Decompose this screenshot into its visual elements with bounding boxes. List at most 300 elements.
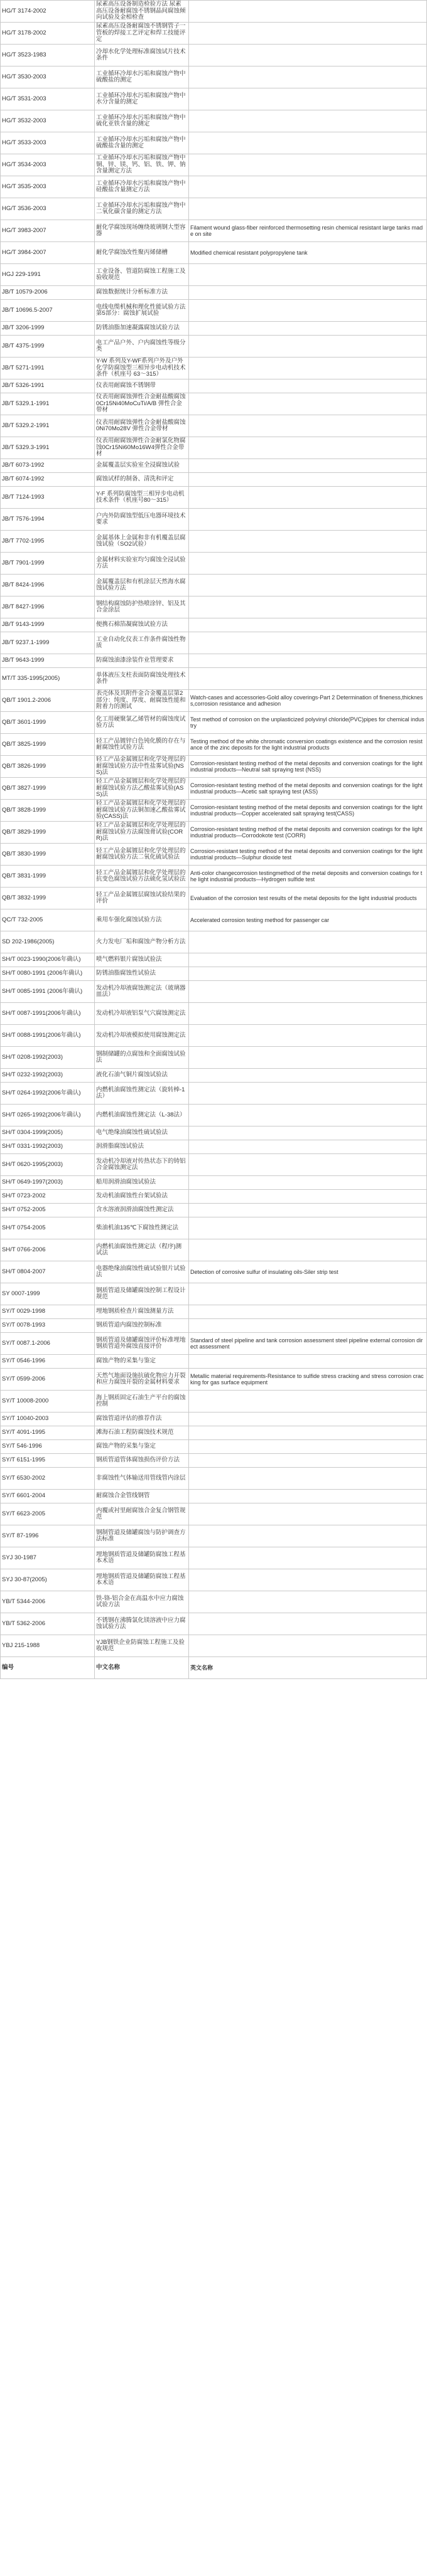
table-row <box>1 1426 427 1440</box>
table-row <box>1 1454 427 1468</box>
english-name-cell <box>189 1391 427 1413</box>
code-cell: SY/T 0078-1993 <box>1 1319 95 1333</box>
table-row <box>1 132 427 154</box>
code-cell: SY/T 6151-1995 <box>1 1454 95 1468</box>
table-row <box>1 23 427 45</box>
table-row <box>1 668 427 690</box>
chinese-name-cell: Y-F 系列防腐蚀型三相异步电动机技术条件（机座号80～315） <box>95 487 189 509</box>
table-row <box>1 1613 427 1635</box>
table-row <box>1 756 427 778</box>
english-name-cell: Metallic material requirements-Resistance to sulfide stress cracking and stress corrosion cracking for gas surface equipment <box>189 1369 427 1391</box>
english-name-cell <box>189 110 427 132</box>
table-row <box>1 336 427 358</box>
code-cell: JB/T 5271-1991 <box>1 358 95 379</box>
english-name-cell <box>189 437 427 459</box>
chinese-name-cell: 化工用硬聚氯乙烯管材的腐蚀度试验方法 <box>95 712 189 734</box>
chinese-name-cell: 火力发电厂垢和腐蚀产物分析方法 <box>95 931 189 953</box>
table-row <box>1 220 427 242</box>
code-cell: JB/T 3206-1999 <box>1 322 95 336</box>
chinese-name-cell: 仪表用耐腐蚀弹性合金耐氯化物腐蚀0Cr15Ni60Mo16W4弹性合金带材 <box>95 437 189 459</box>
table-row <box>1 88 427 110</box>
chinese-name-cell: 内燃机油腐蚀性测定法（程序)测试法 <box>95 1239 189 1261</box>
table-row <box>1 1154 427 1176</box>
code-cell: SY/T 6623-2005 <box>1 1503 95 1525</box>
code-cell: JB/T 5329.3-1991 <box>1 437 95 459</box>
code-cell: SD 202-1986(2005) <box>1 931 95 953</box>
english-name-cell: Corrosion-resistant testing method of the metal deposits and conversion coatings for the light industrial products—Corrodokote test (CORR) <box>189 822 427 844</box>
chinese-name-cell: 腐蚀管道评估的推荐作法 <box>95 1413 189 1426</box>
table-row <box>1 1 427 23</box>
chinese-name-cell: 仪表用耐腐蚀弹性合金耐盐酸腐蚀0Ni70Mo28V 弹性合金带材 <box>95 415 189 437</box>
code-cell: SY/T 546-1996 <box>1 1440 95 1454</box>
table-row <box>1 110 427 132</box>
chinese-name-cell: 工业循环冷却水污垢和腐蚀产物中铜、锌、镁、钙、铝、铁、钾、钠含量测定方法 <box>95 154 189 176</box>
english-name-cell <box>189 286 427 300</box>
chinese-name-cell: 腐蚀产物的采集与鉴定 <box>95 1355 189 1369</box>
chinese-name-cell: 轻工产品金属镀层和化学处理层的耐腐蚀试验方法二氧化硫试验法 <box>95 844 189 866</box>
english-name-cell <box>189 300 427 322</box>
chinese-name-cell: 腐蚀试样的制备、清洗和评定 <box>95 473 189 487</box>
table-row <box>1 300 427 322</box>
code-cell: QB/T 3829-1999 <box>1 822 95 844</box>
english-name-cell <box>189 154 427 176</box>
table-row <box>1 553 427 575</box>
chinese-name-cell: 埋地钢质检查片腐蚀测量方法 <box>95 1305 189 1319</box>
english-name-cell <box>189 1154 427 1176</box>
chinese-name-cell: 金属材料实验室均匀腐蚀全浸试验方法 <box>95 553 189 575</box>
english-name-cell <box>189 198 427 220</box>
code-cell: JB/T 9643-1999 <box>1 654 95 668</box>
chinese-name-cell: 发动机油腐蚀性台架试验法 <box>95 1190 189 1204</box>
table-row <box>1 437 427 459</box>
table-row <box>1 981 427 1003</box>
code-cell: QB/T 3825-1999 <box>1 734 95 756</box>
table-row <box>1 1440 427 1454</box>
table-row <box>1 953 427 967</box>
table-row <box>1 509 427 531</box>
english-name-cell <box>189 1083 427 1105</box>
english-name-cell <box>189 487 427 509</box>
code-cell: HG/T 3178-2002 <box>1 23 95 45</box>
table-row <box>1 1083 427 1105</box>
table-row <box>1 1069 427 1083</box>
chinese-name-cell: 电工产品户外、户内腐蚀性等级分类 <box>95 336 189 358</box>
code-cell: SH/T 0754-2005 <box>1 1217 95 1239</box>
code-cell: SH/T 0085-1991 (2006年确认) <box>1 981 95 1003</box>
code-cell: SH/T 0804-2007 <box>1 1261 95 1283</box>
chinese-name-cell: 含水溶液润滑油腐蚀性测定法 <box>95 1204 189 1217</box>
table-row <box>1 844 427 866</box>
code-cell: YB/T 5362-2006 <box>1 1613 95 1635</box>
code-cell: JB/T 8427-1996 <box>1 596 95 618</box>
english-name-cell: Anti-color changecorrosion testingmethod of the metal deposits and conversion coatings for the light industrial products—Hydrogen sulfide test <box>189 866 427 888</box>
code-cell: SY/T 0087.1-2006 <box>1 1333 95 1355</box>
code-cell: JB/T 4375-1999 <box>1 336 95 358</box>
chinese-name-cell: 内覆或衬里耐腐蚀合金复合钢管规范 <box>95 1503 189 1525</box>
chinese-name-cell: 工业循环冷却水污垢和腐蚀产物中二氧化碳含量的测定方法 <box>95 198 189 220</box>
table-row <box>1 1190 427 1204</box>
english-name-cell <box>189 509 427 531</box>
code-cell: SH/T 0649-1997(2003) <box>1 1176 95 1190</box>
chinese-name-cell: 轻工产品金属镀层腐蚀试验结果的评价 <box>95 888 189 909</box>
table-row <box>1 1217 427 1239</box>
english-name-cell <box>189 596 427 618</box>
english-name-cell <box>189 1525 427 1547</box>
code-cell: QB/T 3828-1999 <box>1 800 95 822</box>
english-name-cell <box>189 45 427 66</box>
code-cell: SH/T 0088-1991(2006年确认) <box>1 1025 95 1047</box>
english-name-cell <box>189 176 427 198</box>
chinese-name-cell: 便携石棉箔凝腐蚀试验方法 <box>95 618 189 632</box>
chinese-name-cell: 工业循环冷却水污垢和腐蚀产物中硫酸盐的测定 <box>95 66 189 88</box>
table-row <box>1 1333 427 1355</box>
code-cell: JB/T 5326-1991 <box>1 379 95 393</box>
code-cell: HG/T 3535-2003 <box>1 176 95 198</box>
code-cell: MT/T 335-1995(2005) <box>1 668 95 690</box>
english-name-cell <box>189 1239 427 1261</box>
code-cell: HG/T 3984-2007 <box>1 242 95 264</box>
chinese-name-cell: 防锈油脂腐蚀性试验法 <box>95 967 189 981</box>
english-name-cell <box>189 1490 427 1503</box>
english-name-cell <box>189 264 427 286</box>
table-row <box>1 358 427 379</box>
english-name-cell <box>189 1635 427 1657</box>
chinese-name-cell: 工业设备、管道防腐蚀工程施工及验收规范 <box>95 264 189 286</box>
english-name-cell <box>189 1204 427 1217</box>
code-cell: YBJ 215-1988 <box>1 1635 95 1657</box>
chinese-name-cell: 钢质管道管体腐蚀损伤评价方法 <box>95 1454 189 1468</box>
chinese-name-cell: Y-W 系列及Y-WF系列户外及户外化学防腐蚀型三相异步电动机技术条件（机座号 63～315） <box>95 358 189 379</box>
table-row <box>1 800 427 822</box>
table-row <box>1 1547 427 1569</box>
code-cell: SY 0007-1999 <box>1 1283 95 1305</box>
english-name-cell: Corrosion-resistant testing method of the metal deposits and conversion coatings for the light industrial products—Copper accelerated salt spraying test(CASS) <box>189 800 427 822</box>
table-row <box>1 45 427 66</box>
chinese-name-cell: 轻工产品金属镀层和化学处理层的抗变色腐蚀试验方法硫化氢试验法 <box>95 866 189 888</box>
chinese-name-cell: 工业循环冷却水污垢和腐蚀产物中硫化亚铁含量的测定 <box>95 110 189 132</box>
chinese-name-cell: 钢质管道内腐蚀控制标准 <box>95 1319 189 1333</box>
chinese-name-cell: 轻工产品镀锌白色钝化膜的存在与耐腐蚀性试验方法 <box>95 734 189 756</box>
table-row <box>1 618 427 632</box>
header-code: 编号 <box>1 1657 95 1679</box>
chinese-name-cell: 腐蚀产物的采集与鉴定 <box>95 1440 189 1454</box>
english-name-cell <box>189 1190 427 1204</box>
code-cell: QB/T 3826-1999 <box>1 756 95 778</box>
chinese-name-cell: 非腐蚀性气体输送用管线管内涂层 <box>95 1468 189 1490</box>
chinese-name-cell: 内燃机油腐蚀性测定法（旋转棒-1法） <box>95 1083 189 1105</box>
english-name-cell <box>189 1613 427 1635</box>
table-row <box>1 1569 427 1591</box>
chinese-name-cell: 轻工产品金属镀层和化学处理层的耐腐蚀试验方法乙酸盐雾试验(ASS)法 <box>95 778 189 800</box>
code-cell: HG/T 3983-2007 <box>1 220 95 242</box>
table-row <box>1 1413 427 1426</box>
code-cell: SYJ 30-1987 <box>1 1547 95 1569</box>
table-row <box>1 888 427 909</box>
code-cell: QB/T 3832-1999 <box>1 888 95 909</box>
english-name-cell: Corrosion-resistant testing method of the metal deposits and conversion coatings for the light industrial products—Acetic salt spraying test (ASS) <box>189 778 427 800</box>
code-cell: JB/T 7901-1999 <box>1 553 95 575</box>
chinese-name-cell: 耐化学腐蚀现场缠绕玻璃钢大型容器 <box>95 220 189 242</box>
chinese-name-cell: 不锈钢在沸腾氯化镁溶液中应力腐蚀试验方法 <box>95 1613 189 1635</box>
table-row <box>1 176 427 198</box>
code-cell: SH/T 0304-1999(2005) <box>1 1126 95 1140</box>
chinese-name-cell: 防腐蚀油漆涂装作业管理要求 <box>95 654 189 668</box>
english-name-cell: Detection of corrosive sulfur of insulating oils-Siler strip test <box>189 1261 427 1283</box>
english-name-cell <box>189 23 427 45</box>
code-cell: SY/T 0546-1996 <box>1 1355 95 1369</box>
code-cell: JB/T 8424-1996 <box>1 575 95 596</box>
english-name-cell <box>189 654 427 668</box>
english-name-cell <box>189 1140 427 1154</box>
english-name-cell <box>189 1283 427 1305</box>
english-name-cell <box>189 575 427 596</box>
table-row <box>1 264 427 286</box>
english-name-cell <box>189 1217 427 1239</box>
code-cell: QB/T 3827-1999 <box>1 778 95 800</box>
code-cell: HG/T 3536-2003 <box>1 198 95 220</box>
chinese-name-cell: 发动机冷却液模拟使用腐蚀测定法 <box>95 1025 189 1047</box>
table-body <box>1 1 427 1679</box>
table-row <box>1 1239 427 1261</box>
english-name-cell: Filament wound glass-fiber reinforced thermosetting resin chemical resistant large tanks made on site <box>189 220 427 242</box>
code-cell: SH/T 0232-1992(2003) <box>1 1069 95 1083</box>
chinese-name-cell: 电线电缆机械和理化性能试验方法第5部分：腐蚀扩展试验 <box>95 300 189 322</box>
table-row <box>1 242 427 264</box>
chinese-name-cell: 埋地钢质管道及储罐防腐蚀工程基本术语 <box>95 1547 189 1569</box>
english-name-cell: Standard of steel pipeline and tank corrosion assessment steel pipeline external corrosion direct assessment <box>189 1333 427 1355</box>
english-name-cell <box>189 931 427 953</box>
english-name-cell <box>189 981 427 1003</box>
english-name-cell <box>189 953 427 967</box>
code-cell: SH/T 0766-2006 <box>1 1239 95 1261</box>
chinese-name-cell: 金属覆盖层实验室全浸腐蚀试验 <box>95 459 189 473</box>
chinese-name-cell: 钢质管道及储罐腐蚀评价标准埋地钢质管道外腐蚀直接评价 <box>95 1333 189 1355</box>
table-row <box>1 1305 427 1319</box>
code-cell: QB/T 1901.2-2006 <box>1 690 95 712</box>
chinese-name-cell: 防锈油脂加速凝露腐蚀试验方法 <box>95 322 189 336</box>
code-cell: SH/T 0752-2005 <box>1 1204 95 1217</box>
code-cell: JB/T 5329.1-1991 <box>1 393 95 415</box>
table-row <box>1 1319 427 1333</box>
code-cell: YB/T 5344-2006 <box>1 1591 95 1613</box>
table-row <box>1 1126 427 1140</box>
chinese-name-cell: 电器绝缘油腐蚀性硫试验银片试验法 <box>95 1261 189 1283</box>
english-name-cell <box>189 1413 427 1426</box>
table-row <box>1 967 427 981</box>
english-name-cell <box>189 1305 427 1319</box>
english-name-cell <box>189 1319 427 1333</box>
table-row <box>1 654 427 668</box>
table-row <box>1 734 427 756</box>
english-name-cell <box>189 322 427 336</box>
table-row <box>1 1591 427 1613</box>
chinese-name-cell: 液化石油气铜片腐蚀试验法 <box>95 1069 189 1083</box>
english-name-cell <box>189 1047 427 1069</box>
english-name-cell <box>189 393 427 415</box>
table-row <box>1 866 427 888</box>
english-name-cell <box>189 553 427 575</box>
chinese-name-cell: 滩海石油工程防腐蚀技术规范 <box>95 1426 189 1440</box>
english-name-cell <box>189 459 427 473</box>
code-cell: SH/T 0331-1992(2003) <box>1 1140 95 1154</box>
chinese-name-cell: 金属覆盖层和有机涂层天然海水腐蚀试验方法 <box>95 575 189 596</box>
chinese-name-cell: 内燃机油腐蚀性测定法（L-38法） <box>95 1105 189 1126</box>
chinese-name-cell: 钢制储罐的点腐蚀和全面腐蚀试验法 <box>95 1047 189 1069</box>
english-name-cell <box>189 1126 427 1140</box>
code-cell: JB/T 7576-1994 <box>1 509 95 531</box>
table-row <box>1 690 427 712</box>
code-cell: SY/T 10040-2003 <box>1 1413 95 1426</box>
table-row <box>1 1283 427 1305</box>
english-name-cell <box>189 531 427 553</box>
table-row <box>1 1003 427 1025</box>
english-name-cell <box>189 1591 427 1613</box>
chinese-name-cell: 润滑脂腐蚀试验法 <box>95 1140 189 1154</box>
table-row <box>1 1105 427 1126</box>
code-cell: SH/T 0265-1992(2006年确认) <box>1 1105 95 1126</box>
code-cell: SYJ 30-87(2005) <box>1 1569 95 1591</box>
table-row <box>1 1176 427 1190</box>
english-name-cell <box>189 473 427 487</box>
code-cell: QC/T 732-2005 <box>1 909 95 931</box>
code-cell: JB/T 10696.5-2007 <box>1 300 95 322</box>
table-row <box>1 1140 427 1154</box>
code-cell: HGJ 229-1991 <box>1 264 95 286</box>
table-row <box>1 1355 427 1369</box>
code-cell: SH/T 0264-1992(2006年确认) <box>1 1083 95 1105</box>
code-cell: HG/T 3532-2003 <box>1 110 95 132</box>
chinese-name-cell: 船用润滑油腐蚀试验法 <box>95 1176 189 1190</box>
table-row <box>1 1261 427 1283</box>
english-name-cell <box>189 668 427 690</box>
code-cell: SH/T 0080-1991 (2006年确认) <box>1 967 95 981</box>
table-row <box>1 712 427 734</box>
chinese-name-cell: 单体液压支柱表面防腐蚀处理技术条件 <box>95 668 189 690</box>
code-cell: HG/T 3534-2003 <box>1 154 95 176</box>
chinese-name-cell: 天然气地面设施抗硫化物应力开裂和应力腐蚀开裂的金属材料要求 <box>95 1369 189 1391</box>
english-name-cell <box>189 1440 427 1454</box>
table-row <box>1 154 427 176</box>
table-row <box>1 1468 427 1490</box>
english-name-cell <box>189 1468 427 1490</box>
code-cell: JB/T 9237.1-1999 <box>1 632 95 654</box>
code-cell: JB/T 6073-1992 <box>1 459 95 473</box>
code-cell: JB/T 5329.2-1991 <box>1 415 95 437</box>
english-name-cell <box>189 88 427 110</box>
chinese-name-cell: 仪表用耐腐蚀弹性合金耐盐酸腐蚀0Cr15Ni40MoCuTi/A/B 弹性合金带材 <box>95 393 189 415</box>
header-english-name: 英文名称 <box>189 1657 427 1679</box>
code-cell: QB/T 3601-1999 <box>1 712 95 734</box>
english-name-cell <box>189 1003 427 1025</box>
english-name-cell <box>189 336 427 358</box>
code-cell: JB/T 7702-1995 <box>1 531 95 553</box>
chinese-name-cell: 户内外防腐蚀型低压电器环境技术要求 <box>95 509 189 531</box>
code-cell: SY/T 87-1996 <box>1 1525 95 1547</box>
english-name-cell: Testing method of the white chromatic conversion coatings existence and the corrosion resistance of the zinc deposits for the light industrial products <box>189 734 427 756</box>
chinese-name-cell: 金属基体上金属和非有机覆盖层腐蚀试验（SO2试验） <box>95 531 189 553</box>
english-name-cell <box>189 1454 427 1468</box>
table-row <box>1 909 427 931</box>
code-cell: SH/T 0723-2002 <box>1 1190 95 1204</box>
table-row <box>1 415 427 437</box>
english-name-cell <box>189 1069 427 1083</box>
table-row <box>1 1391 427 1413</box>
chinese-name-cell: 钢制管道及储罐腐蚀与防护调查方法标准 <box>95 1525 189 1547</box>
english-name-cell <box>189 66 427 88</box>
table-row <box>1 393 427 415</box>
table-row <box>1 1369 427 1391</box>
english-name-cell: Test method of corrosion on the unplasticized polyvinyl chloride(PVC)pipes for chemical industry <box>189 712 427 734</box>
chinese-name-cell: 轻工产品金属镀层和化学处理层的耐腐蚀试验方法铜加速乙酸盐雾试验(CASS)法 <box>95 800 189 822</box>
table-row <box>1 198 427 220</box>
english-name-cell: Corrosion-resistant testing method of the metal deposits and conversion coatings for the light industrial products—Neutral salt spraying test (NSS) <box>189 756 427 778</box>
chinese-name-cell: 发动机冷却液腐蚀测定法（玻璃器皿法） <box>95 981 189 1003</box>
english-name-cell <box>189 1547 427 1569</box>
chinese-name-cell: 钢结构腐蚀防护热喷涂锌、铝及其合金涂层 <box>95 596 189 618</box>
chinese-name-cell: 海上钢质固定石油生产平台的腐蚀控制 <box>95 1391 189 1413</box>
english-name-cell <box>189 1503 427 1525</box>
chinese-name-cell: 尿素高压设备制造检验方法 尿素高压设备耐腐蚀不锈钢晶间腐蚀倾向试验及金相检查 <box>95 1 189 23</box>
table-row <box>1 778 427 800</box>
header-row <box>1 1657 427 1679</box>
english-name-cell <box>189 379 427 393</box>
english-name-cell <box>189 1569 427 1591</box>
code-cell: SY/T 6601-2004 <box>1 1490 95 1503</box>
english-name-cell <box>189 618 427 632</box>
table-row <box>1 66 427 88</box>
chinese-name-cell: 工业循环冷却水污垢和腐蚀产物中硫酸盐含量的测定 <box>95 132 189 154</box>
english-name-cell: Evaluation of the corrosion test results of the metal deposits for the light industrial products <box>189 888 427 909</box>
table-row <box>1 596 427 618</box>
english-name-cell <box>189 1025 427 1047</box>
code-cell: SY/T 6530-2002 <box>1 1468 95 1490</box>
chinese-name-cell: 铁-铬-铝合金在高温水中应力腐蚀试验方法 <box>95 1591 189 1613</box>
table-row <box>1 531 427 553</box>
table-row <box>1 1025 427 1047</box>
english-name-cell <box>189 1355 427 1369</box>
code-cell: SY/T 4091-1995 <box>1 1426 95 1440</box>
table-row <box>1 1047 427 1069</box>
table-row <box>1 459 427 473</box>
chinese-name-cell: 耐腐蚀合金管线钢管 <box>95 1490 189 1503</box>
chinese-name-cell: YJB钢铁企业防腐蚀工程施工及验收规范 <box>95 1635 189 1657</box>
code-cell: HG/T 3533-2003 <box>1 132 95 154</box>
table-row <box>1 1635 427 1657</box>
code-cell: JB/T 7124-1993 <box>1 487 95 509</box>
chinese-name-cell: 工业循环冷却水污垢和腐蚀产物中硅酸盐含量测定方法 <box>95 176 189 198</box>
chinese-name-cell: 耐化学腐蚀改性聚丙烯储槽 <box>95 242 189 264</box>
chinese-name-cell: 发动机冷却液铝泵气穴腐蚀测定法 <box>95 1003 189 1025</box>
english-name-cell: Corrosion-resistant testing method of the metal deposits and conversion coatings for the light industrial products—Sulphur dioxide test <box>189 844 427 866</box>
table-row <box>1 575 427 596</box>
code-cell: QB/T 3831-1999 <box>1 866 95 888</box>
table-row <box>1 1503 427 1525</box>
code-cell: SY/T 10008-2000 <box>1 1391 95 1413</box>
chinese-name-cell: 冷却水化学处理标准腐蚀试片技术条件 <box>95 45 189 66</box>
table-row <box>1 286 427 300</box>
chinese-name-cell: 钢质管道及储罐腐蚀控制工程设计规范 <box>95 1283 189 1305</box>
chinese-name-cell: 工业循环冷却水污垢和腐蚀产物中水分含量的测定 <box>95 88 189 110</box>
code-cell: SH/T 0087-1991(2006年确认) <box>1 1003 95 1025</box>
table-row <box>1 473 427 487</box>
table-row <box>1 1490 427 1503</box>
code-cell: JB/T 6074-1992 <box>1 473 95 487</box>
code-cell: HG/T 3530-2003 <box>1 66 95 88</box>
english-name-cell <box>189 967 427 981</box>
table-row <box>1 822 427 844</box>
table-row <box>1 1204 427 1217</box>
table-row <box>1 487 427 509</box>
